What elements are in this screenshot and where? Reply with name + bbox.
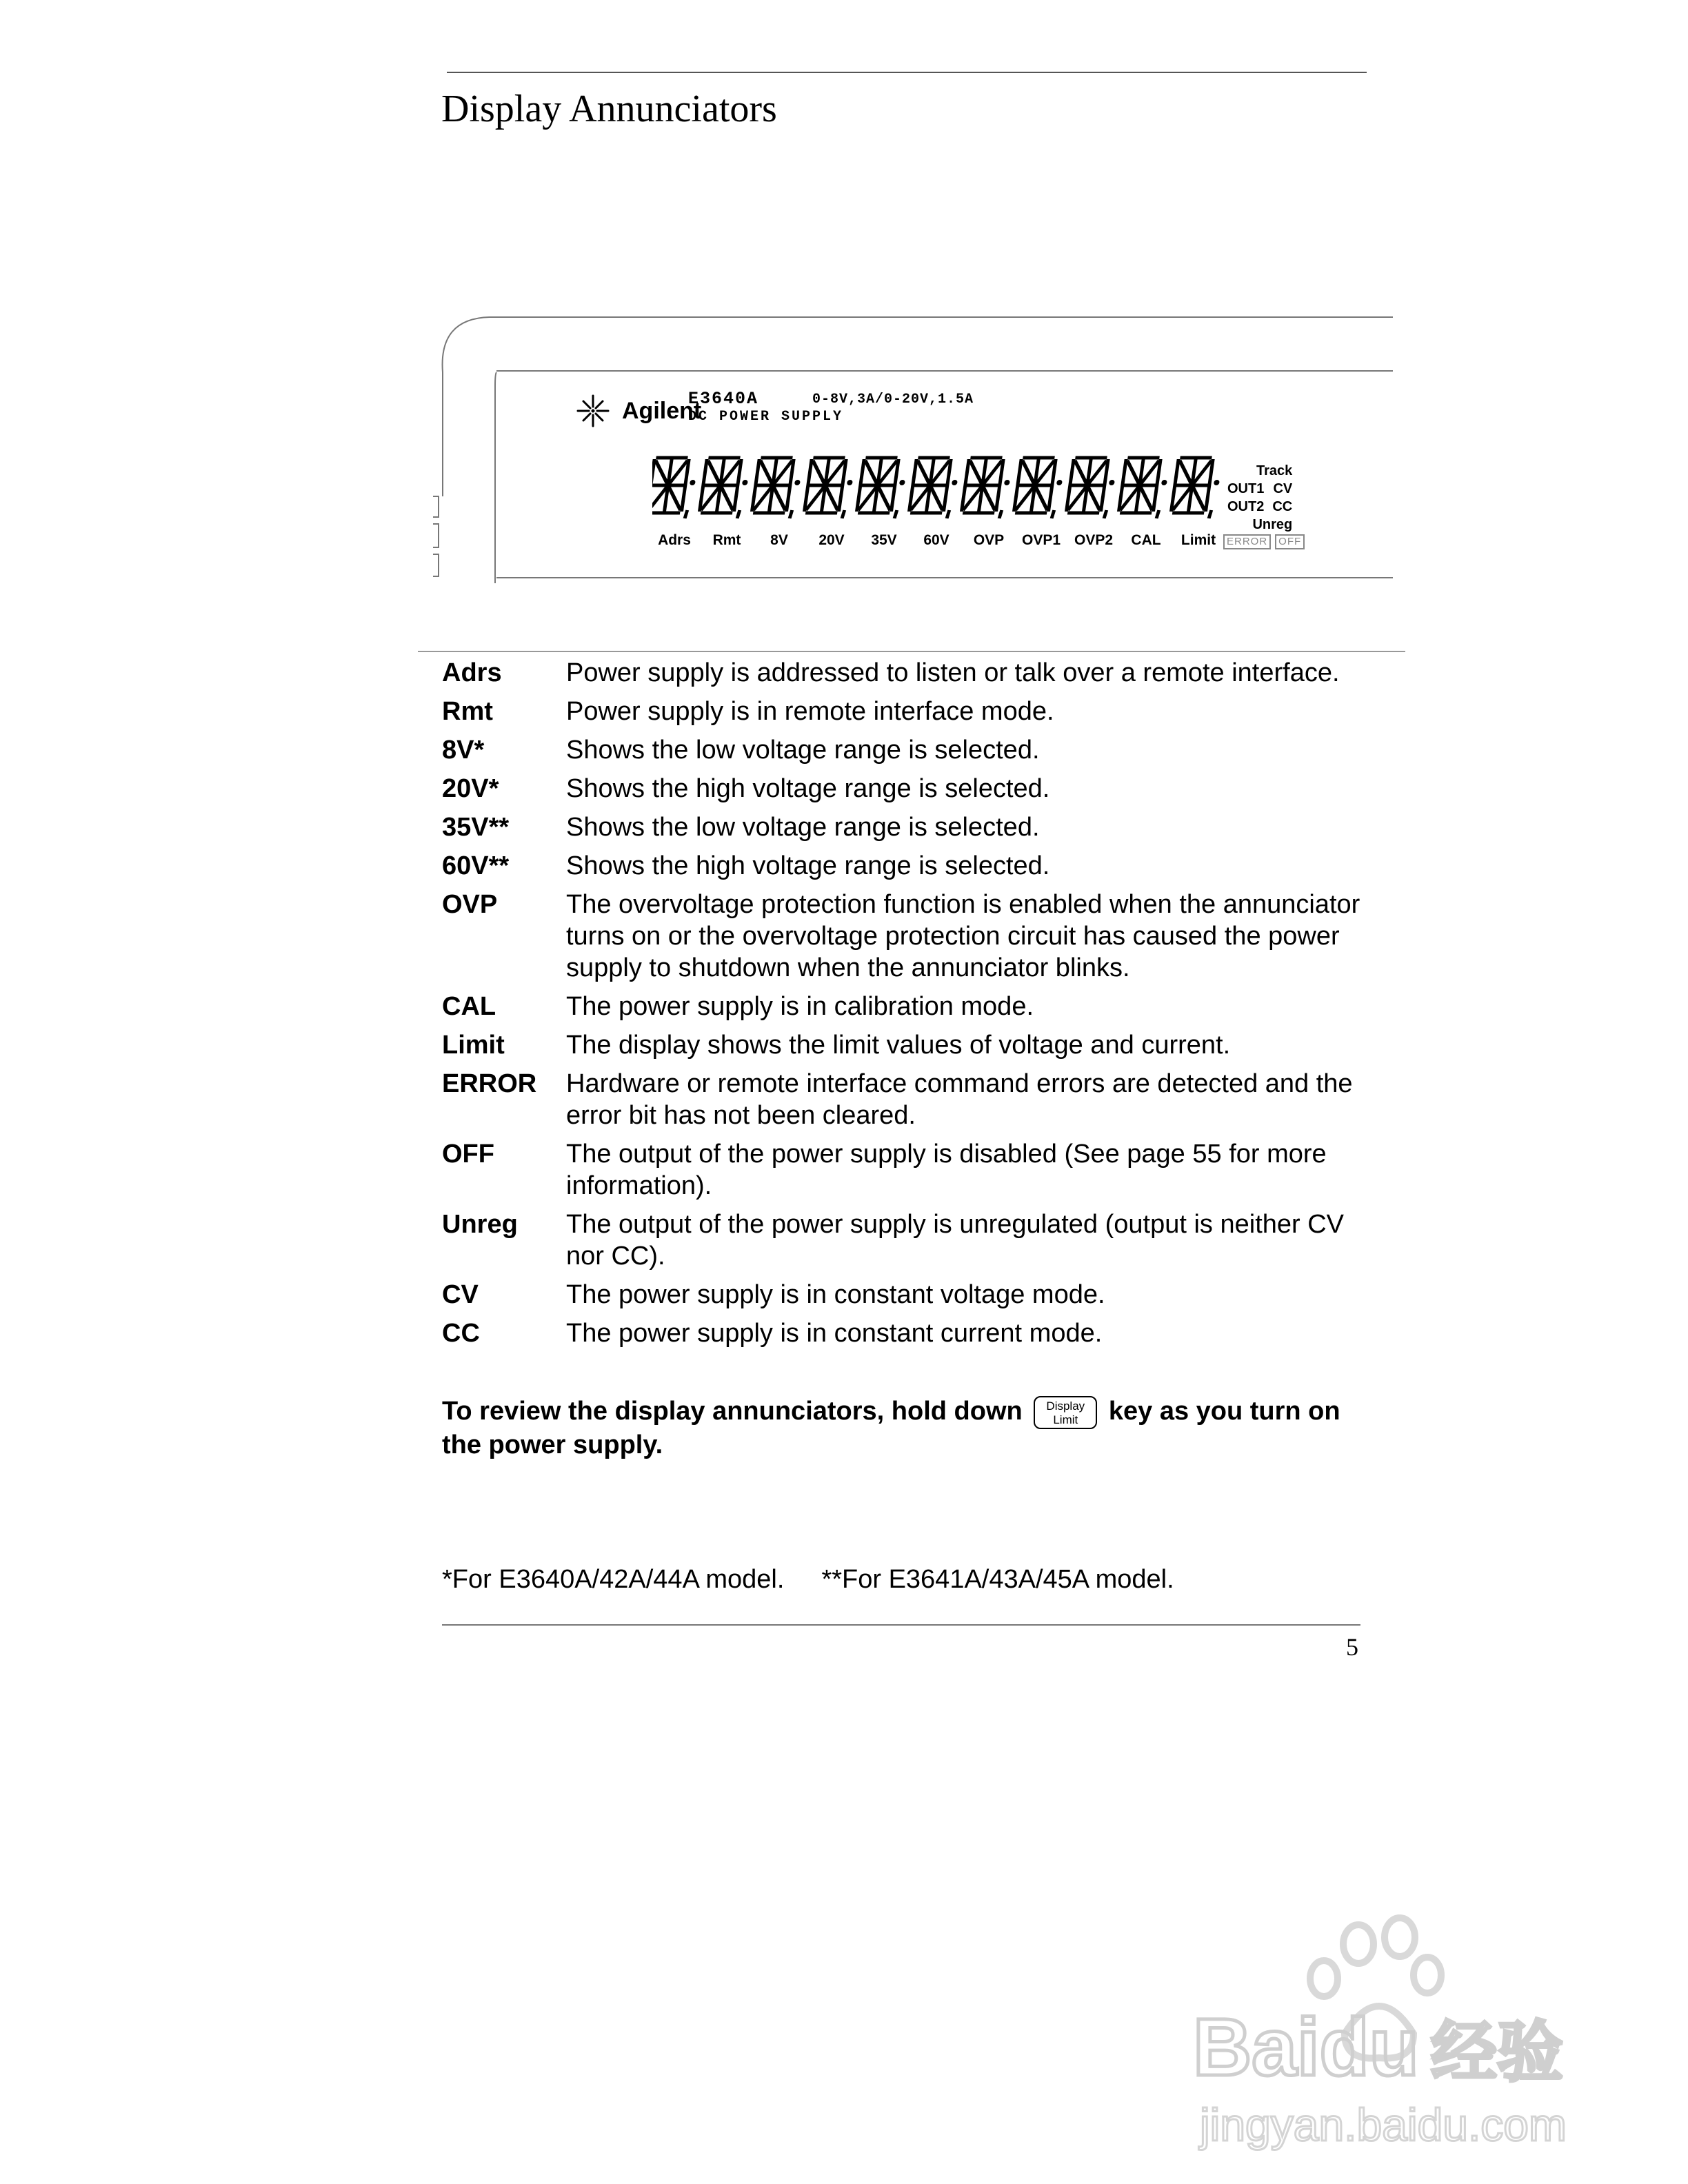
annunciator-label: OVP1 xyxy=(1021,532,1061,548)
definition-row xyxy=(442,1209,1366,1272)
header-rule xyxy=(447,72,1367,73)
agilent-logo-icon xyxy=(574,392,612,430)
annunciator-label: Adrs xyxy=(658,532,691,548)
watermark-brand: Baidu xyxy=(1193,2002,1419,2093)
brand-name: Agilent xyxy=(622,397,702,424)
definition-term: Adrs xyxy=(442,658,502,687)
annunciator-row xyxy=(648,532,1225,549)
definition-term: OFF xyxy=(442,1140,494,1169)
brand xyxy=(574,392,701,430)
definition-description: Shows the low voltage range is selected. xyxy=(566,813,1040,842)
annunciator-label: 35V xyxy=(871,532,897,548)
definition-row xyxy=(442,850,1366,882)
definition-description: Shows the high voltage range is selected. xyxy=(566,851,1050,880)
right-annunciator-right: CC xyxy=(1272,499,1293,514)
segment-digit xyxy=(908,458,961,518)
segment-digit xyxy=(1170,458,1223,518)
definition-row xyxy=(442,991,1366,1022)
definition-description: The output of the power supply is unregulated (output is neither CV nor CC). xyxy=(566,1210,1345,1271)
definition-term: Unreg xyxy=(442,1210,518,1239)
right-annunciator-left: OUT1 xyxy=(1227,481,1265,496)
right-annunciator-right: CV xyxy=(1273,481,1293,496)
page-number: 5 xyxy=(1346,1633,1358,1661)
segment-digit xyxy=(856,458,908,518)
segment-digit xyxy=(1065,458,1118,518)
model-subtitle: DC POWER SUPPLY xyxy=(688,409,844,425)
instruction-after: key as you turn on the power supply. xyxy=(442,1397,1340,1459)
definition-term: CV xyxy=(442,1280,479,1309)
right-annunciator-row xyxy=(1227,516,1292,534)
definition-description: The display shows the limit values of voltage and current. xyxy=(566,1031,1231,1060)
segment-display xyxy=(652,455,1225,524)
definition-term: 20V* xyxy=(442,774,499,803)
annunciator-label: Rmt xyxy=(712,532,741,548)
definition-description: Power supply is in remote interface mode. xyxy=(566,697,1054,726)
definition-description: Hardware or remote interface command errors are detected and the error bit has not been cleared. xyxy=(566,1069,1353,1130)
footer-rule xyxy=(442,1624,1360,1626)
segment-digit xyxy=(1118,458,1170,518)
definition-row xyxy=(442,1068,1366,1131)
definition-term: 35V** xyxy=(442,813,510,842)
definition-row xyxy=(442,1138,1366,1202)
definition-term: 8V* xyxy=(442,736,485,765)
baidu-watermark xyxy=(1186,1903,1572,2151)
definition-term: CC xyxy=(442,1319,480,1348)
definition-row xyxy=(442,1317,1366,1349)
panel-bottom-rule xyxy=(418,651,1405,652)
segment-digit xyxy=(961,458,1013,518)
right-annunciator-row xyxy=(1227,462,1292,480)
definition-term: Limit xyxy=(442,1031,505,1060)
annunciator-label: Limit xyxy=(1180,532,1216,548)
annunciator-label: 20V xyxy=(818,532,845,548)
instruction-before: To review the display annunciators, hold down xyxy=(442,1397,1023,1426)
definition-description: The power supply is in constant voltage mode. xyxy=(566,1280,1105,1309)
footnote-double: **For E3641A/43A/45A model. xyxy=(821,1565,1174,1594)
definition-row xyxy=(442,696,1366,727)
footnote-single: *For E3640A/42A/44A model. xyxy=(442,1565,785,1594)
definition-term: OVP xyxy=(442,890,498,919)
definition-description: The output of the power supply is disabled (See page 55 for more information). xyxy=(566,1140,1327,1200)
instruction-text xyxy=(442,1395,1366,1461)
definition-description: The overvoltage protection function is enabled when the annunciator turns on or the overvoltage protection circuit has caused the power supply to shutdown when the annunciator blinks. xyxy=(566,890,1360,982)
annunciator-label: 8V xyxy=(770,532,788,548)
definition-row xyxy=(442,1029,1366,1061)
definition-term: ERROR xyxy=(442,1069,537,1098)
key-top-label: Display xyxy=(1046,1399,1085,1413)
front-panel-illustration xyxy=(428,310,1407,600)
definition-row xyxy=(442,1279,1366,1311)
footnotes xyxy=(442,1565,1174,1595)
annunciator-label: OVP xyxy=(973,532,1005,548)
definition-description: The power supply is in constant current mode. xyxy=(566,1319,1103,1348)
segment-digit xyxy=(751,458,803,518)
definition-row xyxy=(442,889,1366,984)
page-title: Display Annunciators xyxy=(441,88,777,130)
watermark-cn: 经验 xyxy=(1431,2014,1563,2091)
annunciator-label: OVP2 xyxy=(1074,532,1114,548)
output-ranges: 0-8V,3A/0-20V,1.5A xyxy=(812,392,974,407)
definition-term: 60V** xyxy=(442,851,510,880)
definition-term: Rmt xyxy=(442,697,493,726)
definition-description: Shows the low voltage range is selected. xyxy=(566,736,1040,765)
definition-row xyxy=(442,773,1366,805)
definition-description: The power supply is in calibration mode. xyxy=(566,992,1034,1021)
right-annunciator-row xyxy=(1227,498,1292,516)
right-annunciator-right: Unreg xyxy=(1252,517,1293,532)
segment-digit xyxy=(652,458,699,518)
annunciator-label: CAL xyxy=(1131,532,1161,548)
definition-description: Shows the high voltage range is selected. xyxy=(566,774,1050,803)
annunciator-definitions xyxy=(442,657,1366,1356)
model-number: E3640A xyxy=(688,389,759,409)
definition-row xyxy=(442,734,1366,766)
segment-digit xyxy=(1013,458,1065,518)
boxed-annunciator: OFF xyxy=(1275,534,1305,549)
annunciator-label: 60V xyxy=(923,532,950,548)
boxed-annunciators xyxy=(1223,534,1305,549)
boxed-annunciator: ERROR xyxy=(1223,534,1271,549)
definition-row xyxy=(442,811,1366,843)
right-annunciator-row xyxy=(1227,480,1292,498)
definition-description: Power supply is addressed to listen or talk over a remote interface. xyxy=(566,658,1340,687)
right-annunciators xyxy=(1227,462,1292,534)
watermark-url: jingyan.baidu.com xyxy=(1200,2099,1567,2150)
definition-row xyxy=(442,657,1366,689)
display-limit-key-icon xyxy=(1034,1396,1097,1429)
definition-term: CAL xyxy=(442,992,496,1021)
segment-digit xyxy=(803,458,856,518)
right-annunciator-right: Track xyxy=(1256,463,1293,478)
segment-digit xyxy=(699,458,751,518)
right-annunciator-left: OUT2 xyxy=(1227,499,1265,514)
key-bottom-label: Limit xyxy=(1053,1413,1078,1426)
